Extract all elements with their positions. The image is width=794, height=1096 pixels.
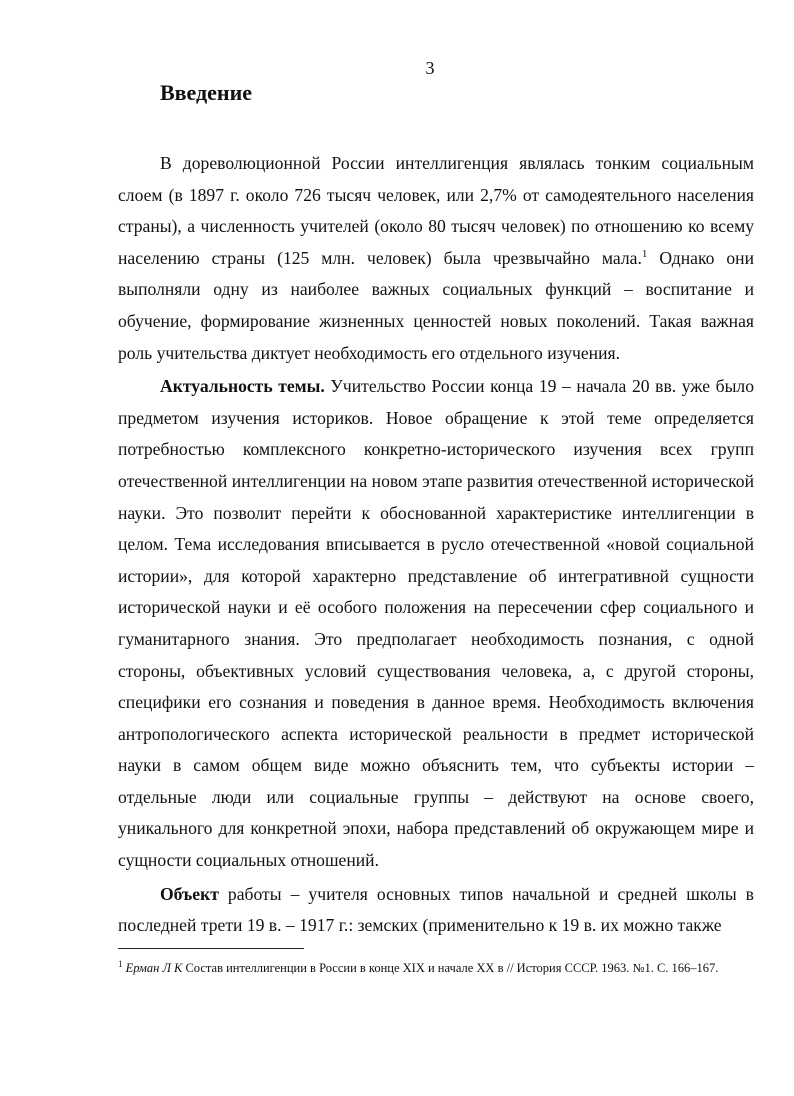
footnote-text: Состав интеллигенции в России в конце XIX и начале XX в // История СССР. 1963. №1. С. 166–167.: [182, 961, 719, 975]
paragraph-object: [118, 879, 754, 942]
body-text: [118, 148, 754, 942]
relevance-label: Актуальность темы.: [160, 376, 325, 397]
page-number: 3: [425, 58, 435, 78]
section-heading: Введение: [160, 80, 253, 105]
footnote-reference[interactable]: 1: [641, 247, 648, 260]
object-label: Объект: [160, 883, 219, 904]
intro-text-a: В дореволюционной России интеллигенция являлась тонким социальным слоем (в 1897 г. около 726 тысяч человек, или 2,7% от самодеятельного населения страны), а численность учителей (около 80 тысяч человек) по отношению ко всему населению страны (125 млн. человек) была чрезвычайно мала.: [118, 153, 754, 268]
intro-text-b: Однако они выполняли одну из наиболее важных социальных функций – воспитание и обучение, формирование жизненных ценностей новых поколений. Такая важная роль учительства диктует необходимость его отдельного изучения.: [118, 247, 754, 363]
footnote-divider: [118, 948, 304, 949]
footnote: [118, 956, 758, 980]
footnote-mark: 1: [118, 958, 123, 969]
paragraph-intro: [118, 148, 754, 369]
relevance-text: Учительство России конца 19 – начала 20 вв. уже было предметом изучения историков. Новое обращение к этой теме определяется потребностью комплексного конкретно-исторического изучения всех групп отечественной интеллигенции на новом этапе развития отечественной исторической науки. Это позволит перейти к обоснованной характеристике интеллигенции в целом. Тема исследования вписывается в русло отечественной «новой социальной истории», для которой характерно представление об интегративной сущности исторической науки и её особого положения на пересечении сфер социального и гуманитарного знания. Это предполагает необходимость познания, с одной стороны, объективных условий существования человека, а, с другой стороны, специфики его сознания и поведения в данное время. Необходимость включения антропологического аспекта исторической реальности в предмет исторической науки в самом общем виде можно объяснить тем, что субъекты истории – отдельные люди или социальные группы – действуют на основе своего, уникального для конкретной эпохи, набора представлений об окружающем мире и сущности социальных отношений.: [118, 376, 754, 871]
paragraph-relevance: [118, 371, 754, 877]
object-text: работы – учителя основных типов начальной и средней школы в последней трети 19 в. – 1917 г.: земских (применительно к 19 в. их можно также: [118, 883, 754, 936]
footnote-author: Ерман Л К: [125, 961, 183, 975]
